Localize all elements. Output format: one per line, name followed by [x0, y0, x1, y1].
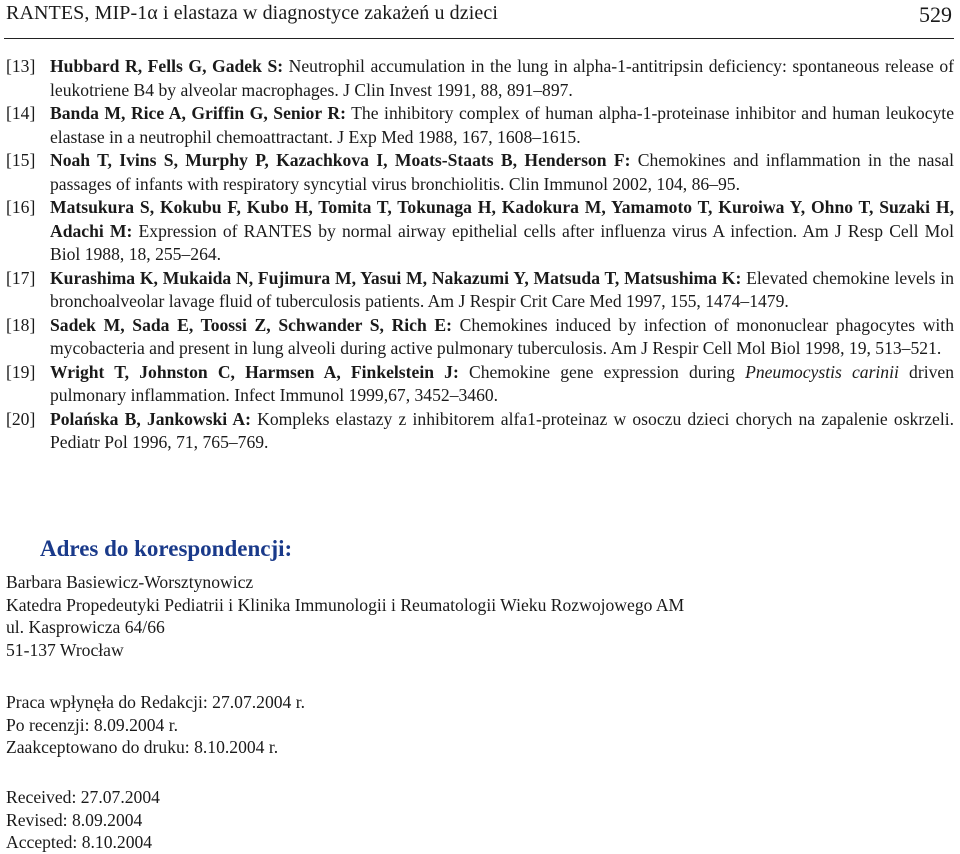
- reference-item: [6, 361, 954, 408]
- reference-number: [18]: [6, 314, 36, 335]
- reference-authors: Noah T, Ivins S, Murphy P, Kazachkova I, Moats-Staats B, Henderson F:: [50, 150, 631, 170]
- date-revised-en: Revised: 8.09.2004: [6, 809, 143, 830]
- reference-authors: Wright T, Johnston C, Harmsen A, Finkelstein J:: [50, 361, 459, 382]
- date-received-en: Received: 27.07.2004: [6, 787, 160, 807]
- reference-text: Chemokines induced by infection of mononuclear phagocytes with mycobacteria and present in lung alveoli during active pulmonary tuberculosis. Am J Respir Cell Mol Biol 1998, 19, 513–521.: [50, 314, 954, 358]
- reference-number: [17]: [6, 267, 36, 288]
- correspondence-address: [6, 571, 684, 661]
- reference-species-name: Pneumocystis carinii: [745, 361, 899, 382]
- reference-authors: Sadek M, Sada E, Toossi Z, Schwander S, Rich E:: [50, 314, 453, 335]
- reference-item: [6, 149, 954, 196]
- reference-number: [14]: [6, 103, 36, 123]
- reference-item: [6, 196, 954, 267]
- reference-item: [6, 267, 954, 314]
- reference-number: [20]: [6, 408, 36, 429]
- reference-number: [15]: [6, 150, 36, 170]
- reference-text: Expression of RANTES by normal airway epithelial cells after influenza virus A infection. Am J Resp Cell Mol Biol 1988, 18, 255–264.: [50, 220, 954, 264]
- date-accepted-pl: Zaakceptowano do druku: 8.10.2004 r.: [6, 737, 279, 757]
- reference-authors: Polańska B, Jankowski A:: [50, 408, 251, 429]
- reference-text: driven pulmonary inflammation. Infect Immunol 1999,67, 3452–3460.: [50, 361, 954, 405]
- correspondence-heading: Adres do korespondencji:: [40, 536, 293, 561]
- correspondence-city: 51-137 Wrocław: [6, 639, 124, 660]
- date-accepted-en: Accepted: 8.10.2004: [6, 832, 153, 852]
- reference-text: Neutrophil accumulation in the lung in alpha-1-antitripsin deficiency: spontaneous release of leukotriene B4 by alveolar macrophages. J Clin Invest 1991, 88, 891–897.: [50, 56, 954, 100]
- reference-number: [16]: [6, 197, 36, 217]
- reference-item: [6, 314, 954, 361]
- dates-english: [6, 786, 160, 854]
- reference-number: [19]: [6, 361, 36, 382]
- reference-authors: Hubbard R, Fells G, Gadek S:: [50, 56, 284, 76]
- reference-text: Elevated chemokine levels in bronchoalveolar lavage fluid of tuberculosis patients. Am J Respir Crit Care Med 1997, 155, 1474–1479.: [50, 267, 954, 311]
- reference-authors: Kurashima K, Mukaida N, Fujimura M, Yasui M, Nakazumi Y, Matsuda T, Matsushima K:: [50, 267, 742, 288]
- correspondence-street: ul. Kasprowicza 64/66: [6, 617, 165, 637]
- reference-list: [6, 55, 954, 455]
- date-received-pl: Praca wpłynęła do Redakcji: 27.07.2004 r.: [6, 692, 306, 712]
- date-revised-pl: Po recenzji: 8.09.2004 r.: [6, 714, 178, 735]
- page-number: 529: [919, 2, 952, 27]
- reference-text: Chemokine gene expression during: [458, 361, 746, 382]
- correspondence-department: Katedra Propedeutyki Pediatrii i Klinika Immunologii i Reumatologii Wieku Rozwojowego AM: [6, 594, 685, 615]
- dates-polish: [6, 691, 305, 759]
- reference-number: [13]: [6, 56, 36, 76]
- reference-item: [6, 408, 954, 455]
- reference-text: The inhibitory complex of human alpha-1-proteinase inhibitor and human leukocyte elastase in a neutrophil chemoattractant. J Exp Med 1988, 167, 1608–1615.: [50, 103, 955, 147]
- reference-text: Chemokines and inflammation in the nasal passages of infants with respiratory syncytial virus bronchiolitis. Clin Immunol 2002, 104, 86–95.: [50, 150, 955, 194]
- reference-item: [6, 102, 954, 149]
- running-title: RANTES, MIP-1α i elastaza w diagnostyce zakażeń u dzieci: [6, 2, 499, 24]
- reference-text: Kompleks elastazy z inhibitorem alfa1-proteinaz w osoczu dzieci chorych na zapalenie oskrzeli. Pediatr Pol 1996, 71, 765–769.: [50, 408, 954, 452]
- reference-authors: Matsukura S, Kokubu F, Kubo H, Tomita T, Tokunaga H, Kadokura M, Yamamoto T, Kuroiwa Y, Ohno T, Suzaki H, Adachi M:: [50, 197, 954, 241]
- correspondence-name: Barbara Basiewicz-Worsztynowicz: [6, 572, 254, 592]
- running-header: [4, 2, 954, 39]
- reference-item: [6, 55, 954, 102]
- reference-authors: Banda M, Rice A, Griffin G, Senior R:: [50, 103, 346, 123]
